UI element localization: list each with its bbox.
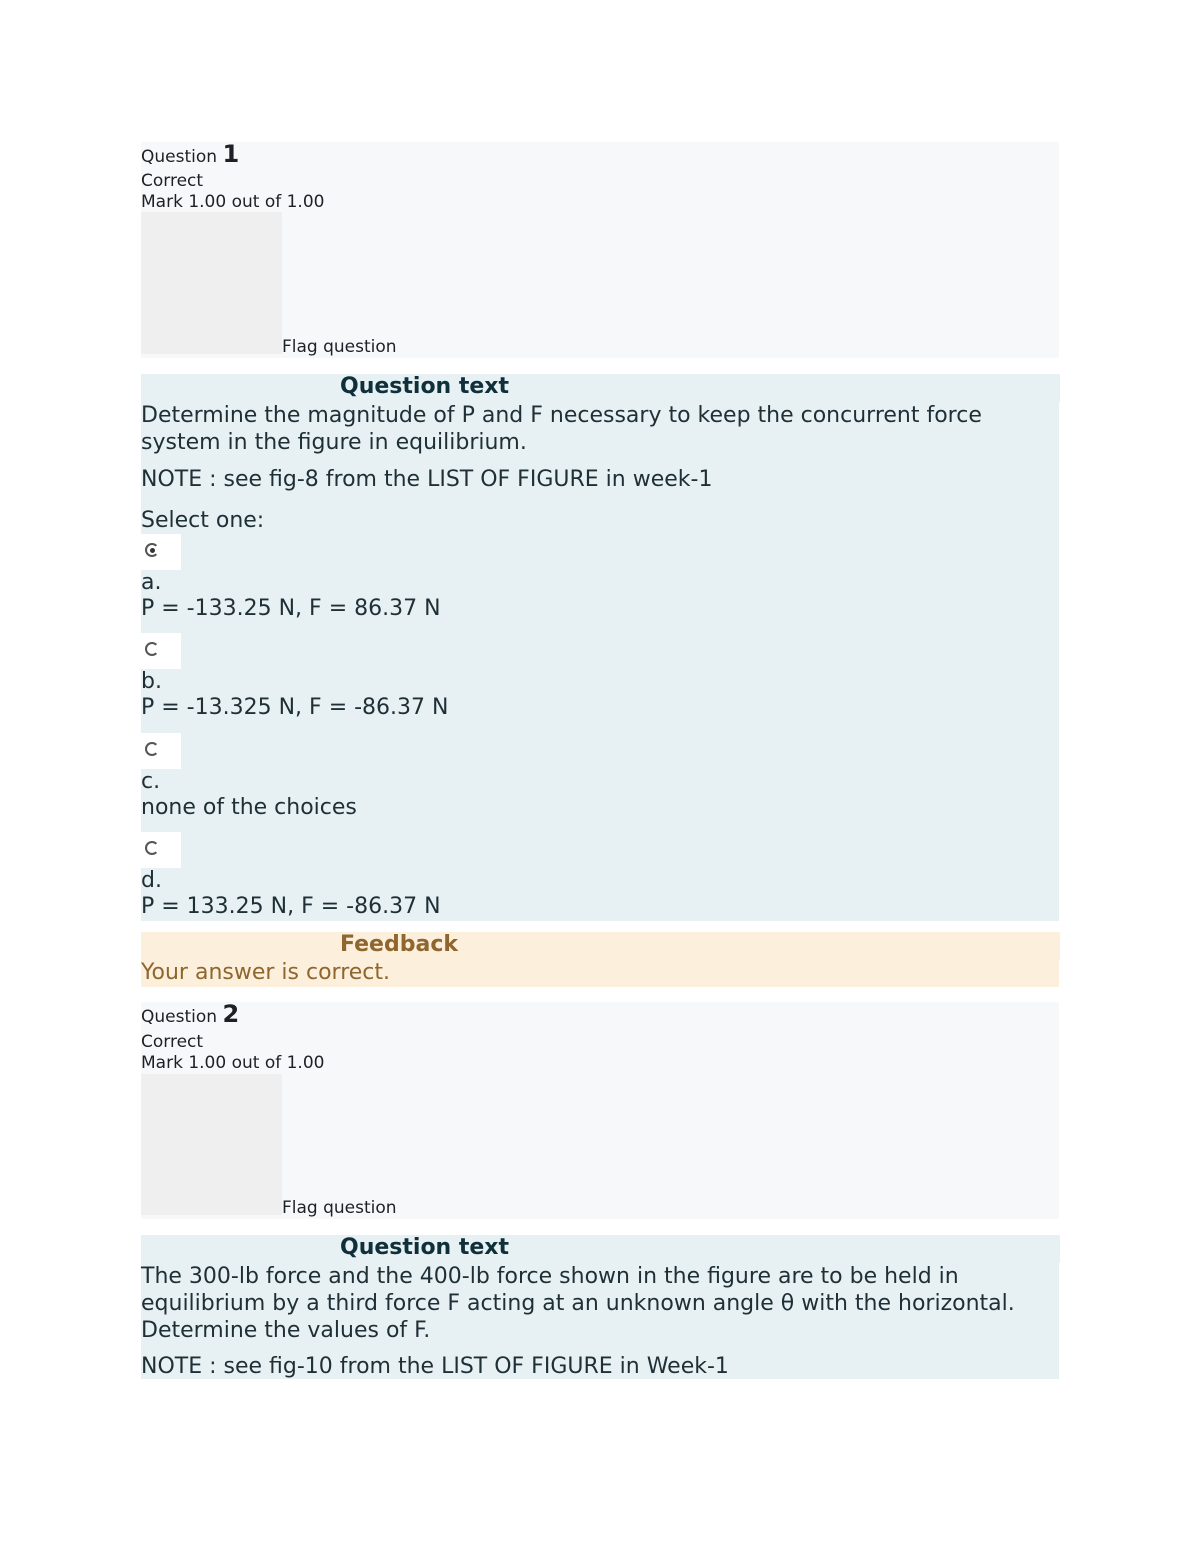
feedback-heading: Feedback: [340, 932, 1060, 960]
option-d-radio[interactable]: [141, 832, 181, 868]
feedback-text: Your answer is correct.: [141, 960, 391, 985]
question-text: Determine the magnitude of P and F necessary to keep the concurrent force system in the figure in equilibrium.: [141, 403, 982, 455]
flag-icon[interactable]: [141, 212, 282, 354]
question-2-info: [141, 1002, 1059, 1219]
question-number: 1: [222, 140, 240, 168]
radio-icon: [145, 841, 159, 855]
option-b-radio[interactable]: [141, 633, 181, 669]
flag-icon[interactable]: [141, 1074, 282, 1215]
question-number: 2: [222, 1000, 240, 1028]
question-label: Question: [141, 147, 218, 167]
option-a-radio[interactable]: [141, 534, 181, 570]
radio-icon: [145, 742, 159, 756]
option-d-letter: d.: [141, 868, 162, 893]
select-prompt: Select one:: [141, 508, 265, 533]
option-b-text[interactable]: P = -13.325 N, F = -86.37 N: [141, 695, 449, 720]
radio-icon: [145, 642, 159, 656]
option-c-letter: c.: [141, 769, 161, 794]
question-label: Question: [141, 1007, 218, 1027]
question-1-number-line: [141, 140, 240, 168]
question-state: Correct: [141, 1032, 204, 1052]
question-2-formulation: [141, 1235, 1059, 1379]
question-mark: Mark 1.00 out of 1.00: [141, 192, 325, 212]
question-text-heading: Question text: [340, 374, 1060, 402]
question-1-formulation: [141, 374, 1059, 921]
question-1-feedback: [141, 932, 1059, 987]
question-note: NOTE : see fig-8 from the LIST OF FIGURE in week-1: [141, 467, 713, 492]
flag-question-link[interactable]: Flag question: [282, 337, 397, 357]
question-state: Correct: [141, 171, 204, 191]
question-note: NOTE : see fig-10 from the LIST OF FIGURE in Week-1: [141, 1354, 729, 1379]
question-mark: Mark 1.00 out of 1.00: [141, 1053, 325, 1073]
option-b-letter: b.: [141, 669, 162, 694]
radio-checked-icon: [145, 543, 159, 557]
option-a-letter: a.: [141, 570, 162, 595]
question-text: The 300-lb force and the 400-lb force shown in the figure are to be held in equilibrium by a third force F acting at an unknown angle θ with the horizontal. Determine the values of F.: [141, 1264, 1015, 1343]
flag-question-link[interactable]: Flag question: [282, 1198, 397, 1218]
question-1-info: [141, 142, 1059, 358]
option-a-text[interactable]: P = -133.25 N, F = 86.37 N: [141, 596, 441, 621]
option-d-text[interactable]: P = 133.25 N, F = -86.37 N: [141, 894, 441, 919]
option-c-text[interactable]: none of the choices: [141, 795, 357, 820]
question-2-number-line: [141, 1000, 240, 1028]
option-c-radio[interactable]: [141, 733, 181, 769]
question-text-heading: Question text: [340, 1235, 1060, 1263]
